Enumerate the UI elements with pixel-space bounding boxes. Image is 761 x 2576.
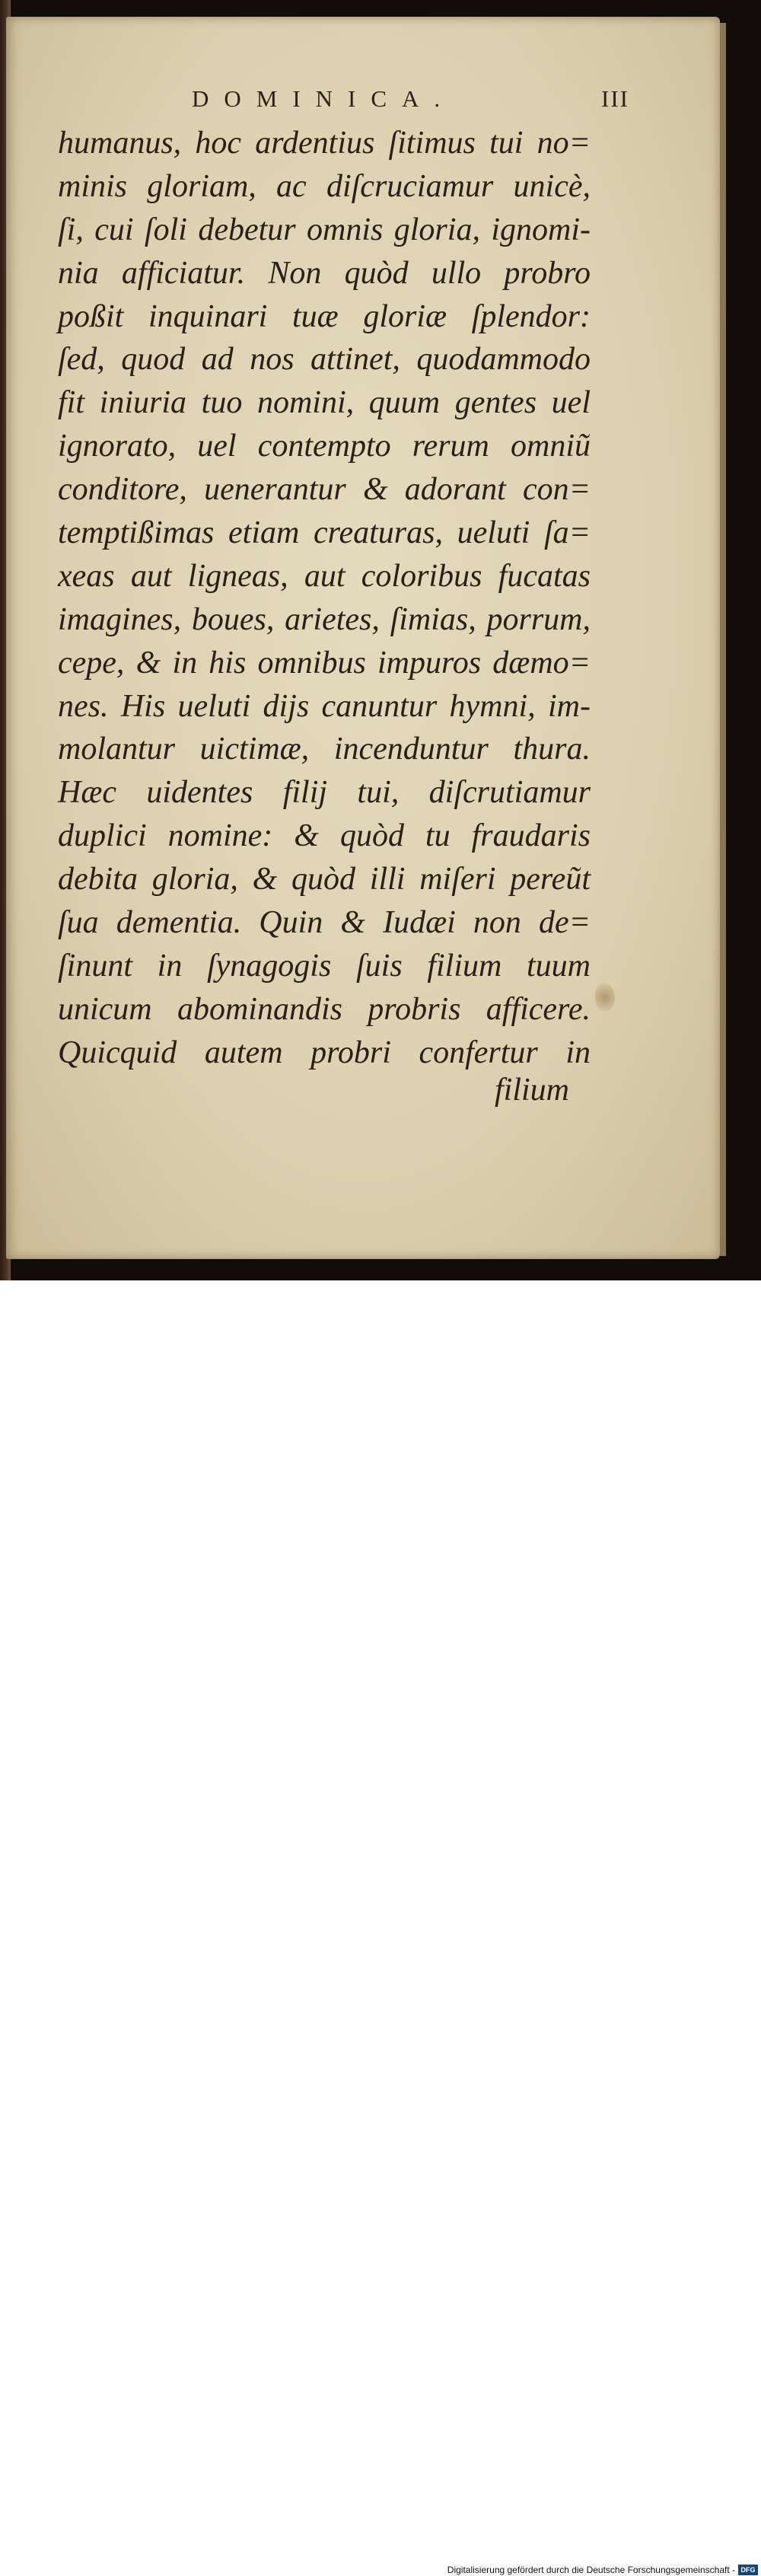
text-line: fit iniuria tuo nomini, quum gentes uel xyxy=(58,385,591,421)
text-line: Hæc uidentes filij tui, diſcrutiamur xyxy=(58,775,591,811)
text-line: cepe, & in his omnibus impuros dæmo= xyxy=(58,645,591,681)
text-line: humanus, hoc ardentius ſitimus tui no= xyxy=(58,126,591,161)
catchword: filium xyxy=(495,1073,570,1108)
text-line: ſinunt in ſynagogis ſuis filium tuum xyxy=(58,948,591,984)
text-line: unicum abominandis probris afficere. xyxy=(58,991,591,1027)
page-stain xyxy=(595,984,615,1011)
text-line: Quicquid autem probri confertur in xyxy=(58,1035,591,1070)
text-line: minis gloriam, ac diſcruciamur unicè, xyxy=(58,168,591,204)
text-line: nia afficiatur. Non quòd ullo probro xyxy=(58,255,591,291)
text-line: imagines, boues, arietes, ſimias, porrum, xyxy=(58,601,591,637)
text-line: temptißimas etiam creaturas, ueluti ſa= xyxy=(58,515,591,551)
text-line: ſua dementia. Quin & Iudæi non de= xyxy=(58,905,591,941)
text-line: xeas aut ligneas, aut coloribus fucatas xyxy=(58,558,591,594)
running-head: DOMINICA. xyxy=(192,85,456,112)
scan-image xyxy=(0,0,761,1280)
text-line: ignorato, uel contempto rerum omniũ xyxy=(58,429,591,464)
text-line: poßit inquinari tuæ gloriæ ſplendor: xyxy=(58,298,591,334)
page-edge xyxy=(720,23,726,1256)
funding-note: Digitalisierung gefördert durch die Deutsche Forschungsgemeinschaft - xyxy=(447,2565,735,2575)
text-line: conditore, uenerantur & adorant con= xyxy=(58,472,591,508)
body-text xyxy=(58,122,591,1075)
text-line: ſi, cui ſoli debetur omnis gloria, ignomi- xyxy=(58,212,591,247)
text-line: ſed, quod ad nos attinet, quodammodo xyxy=(58,342,591,378)
text-line: nes. His ueluti dijs canuntur hymni, im- xyxy=(58,688,591,724)
text-line: duplici nomine: & quòd tu fraudaris xyxy=(58,818,591,854)
footer-bar xyxy=(0,1280,761,2575)
page-number: III xyxy=(601,85,629,112)
dfg-logo: DFG xyxy=(738,2565,758,2575)
text-line: debita gloria, & quòd illi miſeri pereũt xyxy=(58,862,591,897)
text-line: molantur uictimæ, incenduntur thura. xyxy=(58,732,591,767)
